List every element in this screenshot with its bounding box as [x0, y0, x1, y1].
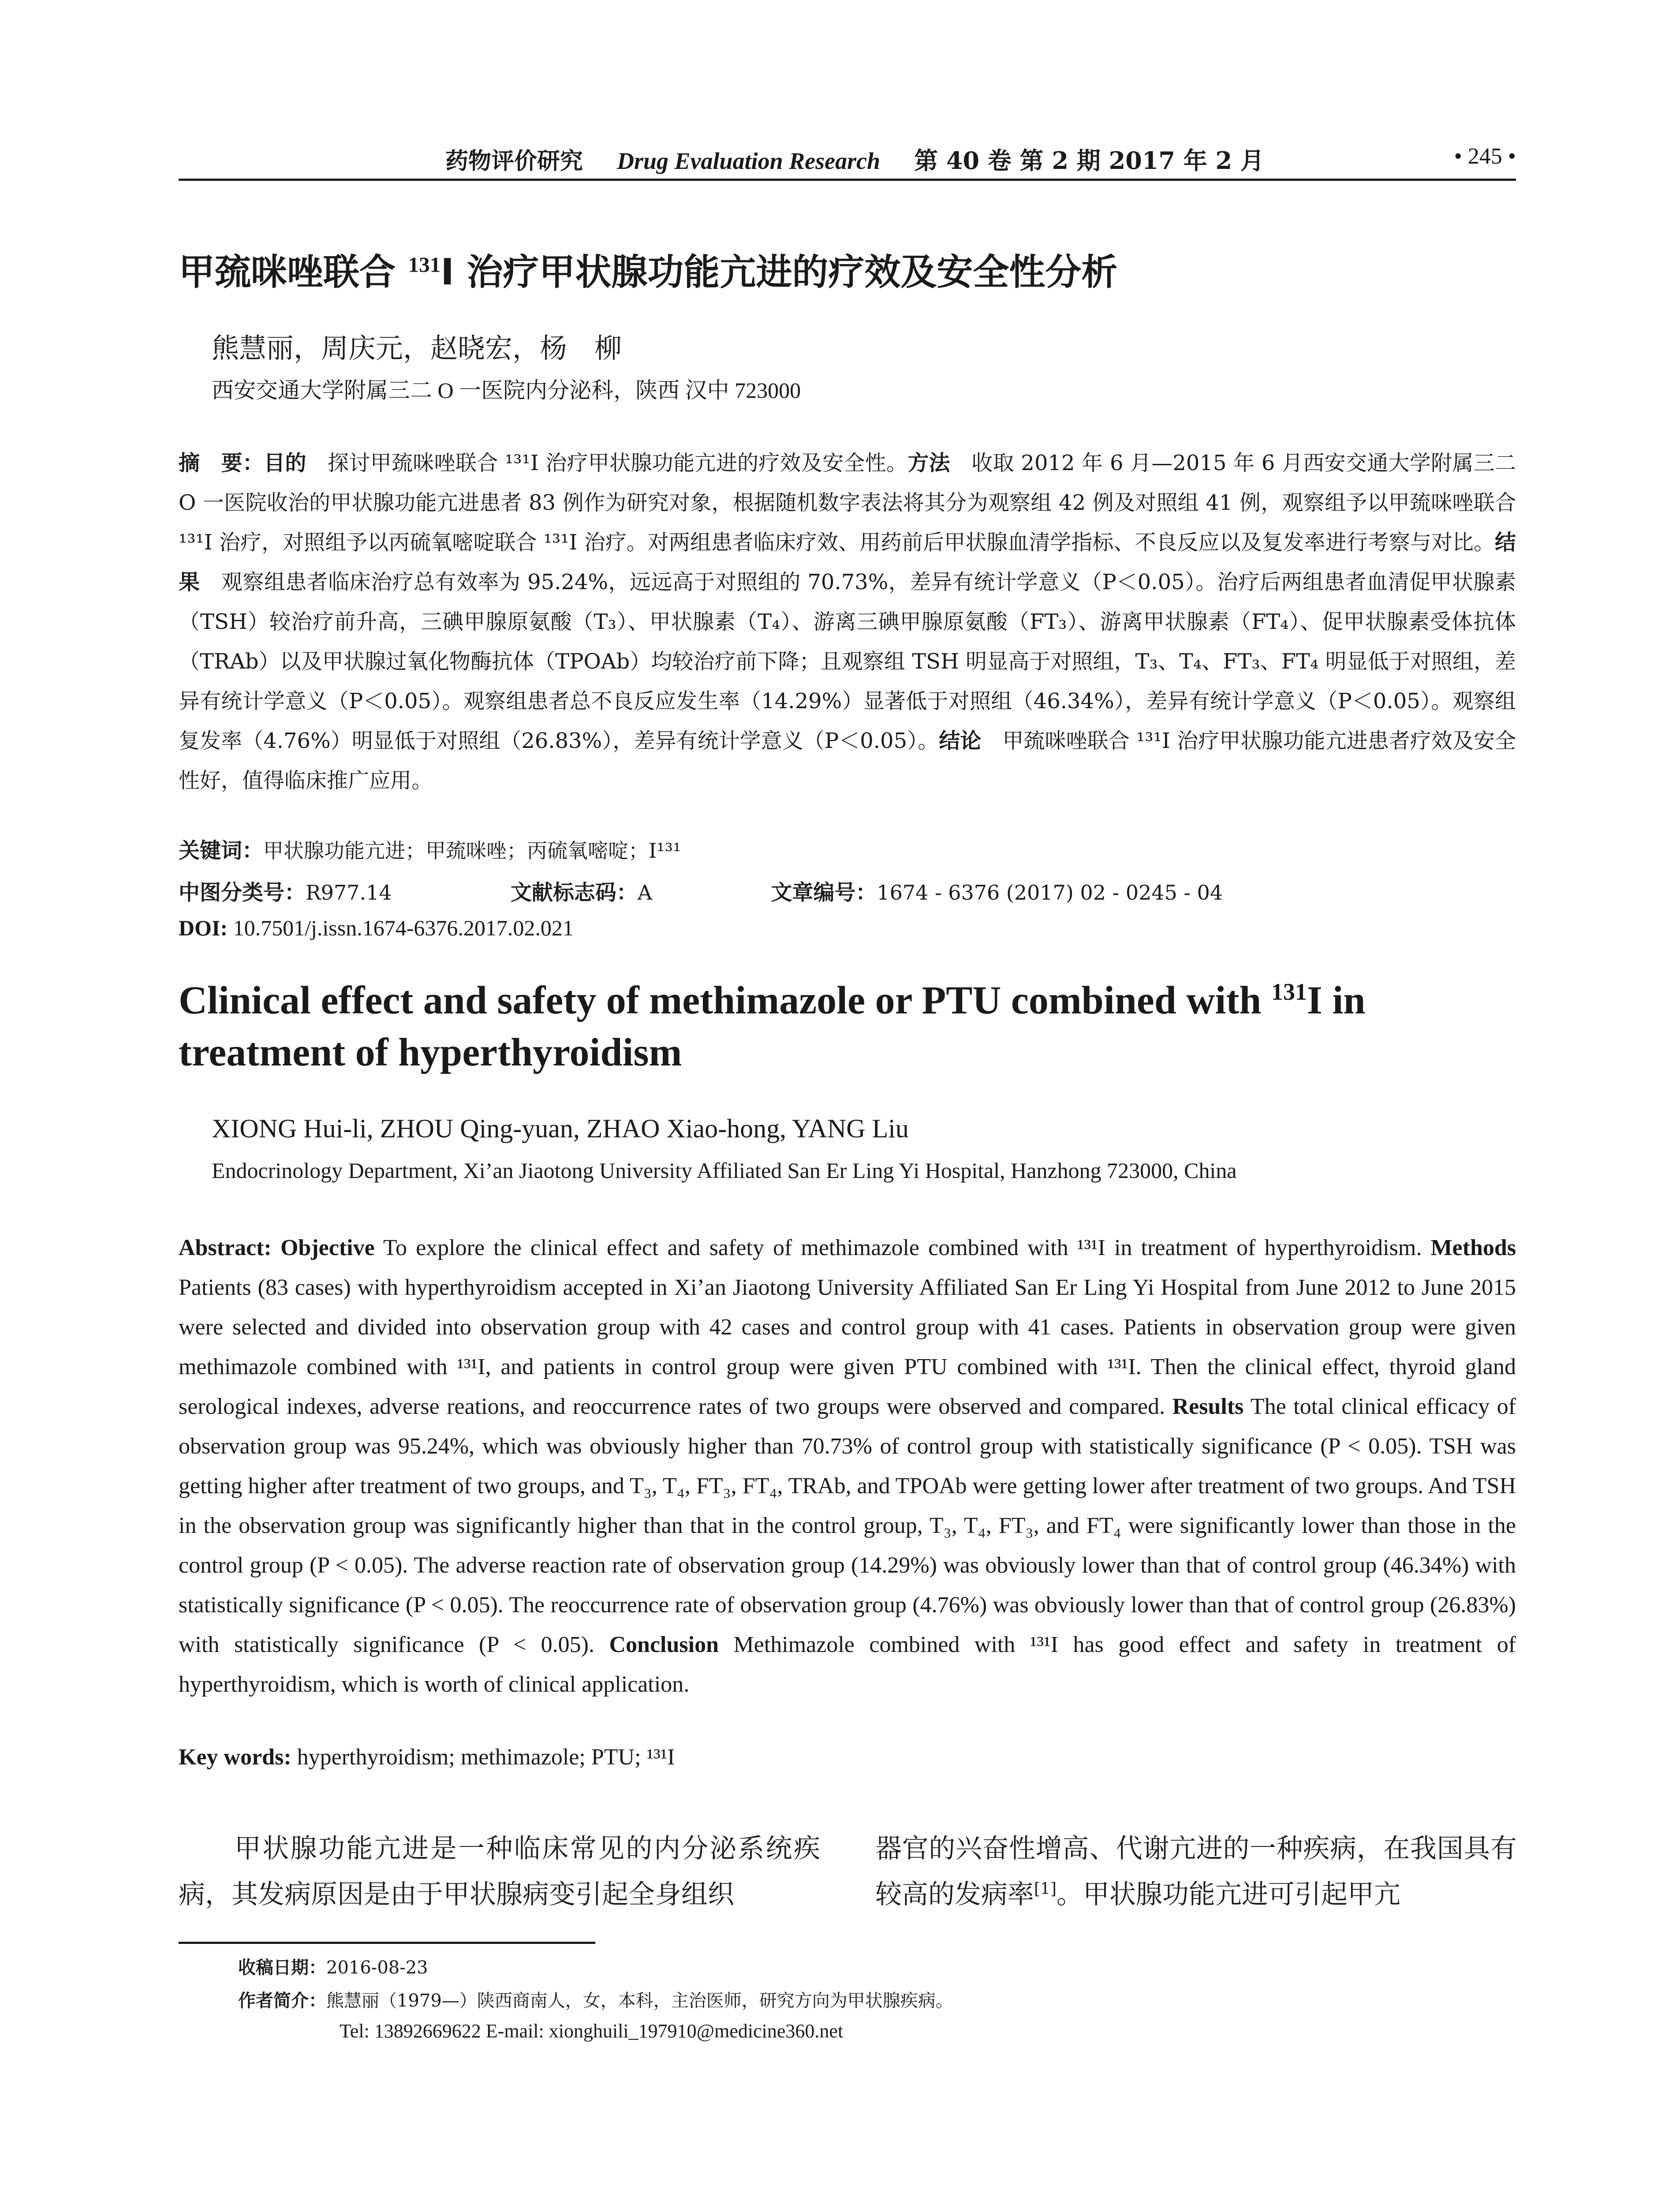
journal-logo-cn: 药物评价研究: [445, 148, 583, 175]
keywords-cn-text: 甲状腺功能亢进；甲巯咪唑；丙硫氧嘧啶；I¹³¹: [263, 839, 681, 863]
issue-info: 第 40 卷 第 2 期 2017 年 2 月: [914, 146, 1264, 175]
clc-value: R977.14: [306, 881, 392, 904]
results-en-label: Results: [1172, 1394, 1244, 1419]
footnote-author: [238, 1987, 953, 2012]
objective-en-label: Objective: [280, 1235, 375, 1260]
methods-en-text: Patients (83 cases) with hyperthyroidism accepted in Xi’an Jiaotong University Affiliated San Er Ling Yi Hospital from June 2012 to June 2015 were selected and divided into observation group with 42 cases and control group with 41 cases. Patients in observation group were given methimazole combined with ¹³¹I, and patients in control group were given PTU combined with ¹³¹I. Then the clinical effect, thyroid gland serological indexes, adverse reations, and reoccurrence rates of two groups were observed and compared.: [179, 1275, 1516, 1419]
abstract-cn-label: 摘 要：: [179, 451, 264, 475]
objective-cn-text: 探讨甲巯咪唑联合 ¹³¹I 治疗甲状腺功能亢进的疗效及安全性。: [306, 451, 908, 475]
classification-line: [179, 875, 1223, 906]
journal-name-en: Drug Evaluation Research: [617, 148, 881, 174]
keywords-cn-label: 关键词：: [179, 838, 264, 863]
page-number: • 245 •: [1454, 144, 1516, 169]
methods-cn-label: 方法: [907, 451, 950, 475]
objective-en-text: To explore the clinical effect and safety of methimazole combined with ¹³¹I in treatment of hyperthyroidism.: [374, 1235, 1422, 1260]
footnote-contact: Tel: 13892669622 E-mail: xionghuili_197910@medicine360.net: [340, 2020, 844, 2042]
doi-line: [179, 915, 574, 941]
received-label: 收稿日期：: [238, 1958, 326, 1978]
title-en-part2: I in treatment of hyperthyroidism: [179, 979, 1366, 1074]
footnote-rule: [179, 1942, 595, 1944]
author-bio-label: 作者简介：: [238, 1991, 326, 2011]
article-no-label: 文章编号：: [771, 880, 877, 905]
article-no-value: 1674 - 6376 (2017) 02 - 0245 - 04: [877, 881, 1223, 904]
title-cn-sup: 131: [408, 252, 441, 277]
abstract-en: [179, 1228, 1516, 1704]
objective-cn-label: 目的: [264, 451, 306, 475]
results-en-text: The total clinical efficacy of observation group was 95.24%, which was obviously higher than 70.73% of control group with statistically significance (P < 0.05). TSH was getting higher after treatment of two groups, and T₃, T₄, FT₃, FT₄, TRAb, and TPOAb were getting lower after treatment of two groups. And TSH in the observation group was significantly higher than that in the control group, T₃, T₄, FT₃, and FT₄ were significantly lower than those in the control group (P < 0.05). The adverse reaction rate of observation group (14.29%) was obviously lower than that of control group (46.34%) with statistically significance (P < 0.05). The reoccurrence rate of observation group (4.76%) was obviously lower than that of control group (26.83%) with statistically significance (P < 0.05).: [179, 1394, 1516, 1657]
header-rule: [179, 179, 1516, 181]
affiliation-en: Endocrinology Department, Xi’an Jiaotong University Affiliated San Er Ling Yi Hospital, Hanzhong 723000, China: [212, 1158, 1237, 1183]
body-left-column: 甲状腺功能亢进是一种临床常见的内分泌系统疾病，其发病原因是由于甲状腺病变引起全身组织: [179, 1833, 820, 1910]
running-header: [445, 142, 1264, 176]
authors-cn: 熊慧丽，周庆元，赵晓宏，杨 柳: [212, 334, 622, 364]
title-cn: [179, 243, 1117, 295]
keywords-en-label: Key words:: [179, 1745, 291, 1770]
doc-code-label: 文献标志码：: [510, 880, 638, 905]
affiliation-cn: 西安交通大学附属三二 O 一医院内分泌科，陕西 汉中 723000: [212, 378, 801, 403]
received-value: 2016-08-23: [326, 1958, 428, 1978]
title-cn-part1: 甲巯咪唑联合: [179, 251, 408, 293]
doi-value: 10.7501/j.issn.1674-6376.2017.02.021: [228, 916, 574, 940]
title-en: [179, 975, 1516, 1079]
conclusion-en-text: Methimazole combined with ¹³¹I has good effect and safety in treatment of hyperthyroidism, which is worth of clinical application.: [179, 1632, 1516, 1697]
methods-en-label: Methods: [1430, 1235, 1516, 1260]
abstract-cn: [179, 443, 1516, 800]
doi-label: DOI:: [179, 916, 228, 940]
doc-code-value: A: [637, 881, 653, 904]
results-cn-text: 观察组患者临床治疗总有效率为 95.24%，远远高于对照组的 70.73%，差异有统计学意义（P＜0.05）。治疗后两组患者血清促甲状腺素（TSH）较治疗前升高，三碘甲腺原氨酸（T₃）、甲状腺素（T₄）、游离三碘甲腺原氨酸（FT₃）、游离甲状腺素（FT₄）、促甲状腺素受体抗体（TRAb）以及甲状腺过氧化物酶抗体（TPOAb）均较治疗前下降；且观察组 TSH 明显高于对照组，T₃、T₄、FT₃、FT₄ 明显低于对照组，差异有统计学意义（P＜0.05）。观察组患者总不良反应发生率（14.29%）显著低于对照组（46.34%），差异有统计学意义（P＜0.05）。观察组复发率（4.76%）明显低于对照组（26.83%），差异有统计学意义（P＜0.05）。: [179, 570, 1516, 753]
results-cn-label: 结果: [179, 530, 1516, 594]
body-right-text-2: 。甲状腺功能亢进可引起甲亢: [1057, 1879, 1400, 1910]
abstract-en-label: Abstract:: [179, 1235, 272, 1260]
title-en-part1: Clinical effect and safety of methimazole or PTU combined with: [179, 979, 1271, 1022]
body-right-column: [875, 1826, 1517, 1917]
clc-label: 中图分类号：: [179, 880, 306, 905]
keywords-cn: [179, 833, 681, 864]
footnote-received: [238, 1954, 428, 1979]
title-en-sup: 131: [1271, 979, 1307, 1005]
conclusion-cn-text: 甲巯咪唑联合 ¹³¹I 治疗甲状腺功能亢进患者疗效及安全性好，值得临床推广应用。: [179, 729, 1516, 793]
author-bio-value: 熊慧丽（1979—）陕西商南人，女，本科，主治医师，研究方向为甲状腺疾病。: [326, 1991, 953, 2011]
keywords-en: [179, 1744, 675, 1770]
citation-ref-1[interactable]: [1]: [1034, 1880, 1057, 1898]
keywords-en-text: hyperthyroidism; methimazole; PTU; ¹³¹I: [291, 1745, 675, 1770]
authors-en: XIONG Hui-li, ZHOU Qing-yuan, ZHAO Xiao-hong, YANG Liu: [212, 1114, 909, 1143]
title-cn-part2: I 治疗甲状腺功能亢进的疗效及安全性分析: [441, 251, 1118, 293]
conclusion-cn-label: 结论: [939, 729, 982, 753]
methods-cn-text: 收取 2012 年 6 月—2015 年 6 月西安交通大学附属三二 O 一医院收治的甲状腺功能亢进患者 83 例作为研究对象，根据随机数字表法将其分为观察组 42 例及对照组 41 例，观察组予以甲巯咪唑联合 ¹³¹I 治疗，对照组予以丙硫氧嘧啶联合 ¹³¹I 治疗。对两组患者临床疗效、用药前后甲状腺血清学指标、不良反应以及复发率进行考察与对比。: [179, 451, 1516, 555]
body-right-text-1: 器官的兴奋性增高、代谢亢进的一种疾病，在我国具有较高的发病率: [875, 1833, 1517, 1910]
conclusion-en-label: Conclusion: [609, 1632, 719, 1657]
